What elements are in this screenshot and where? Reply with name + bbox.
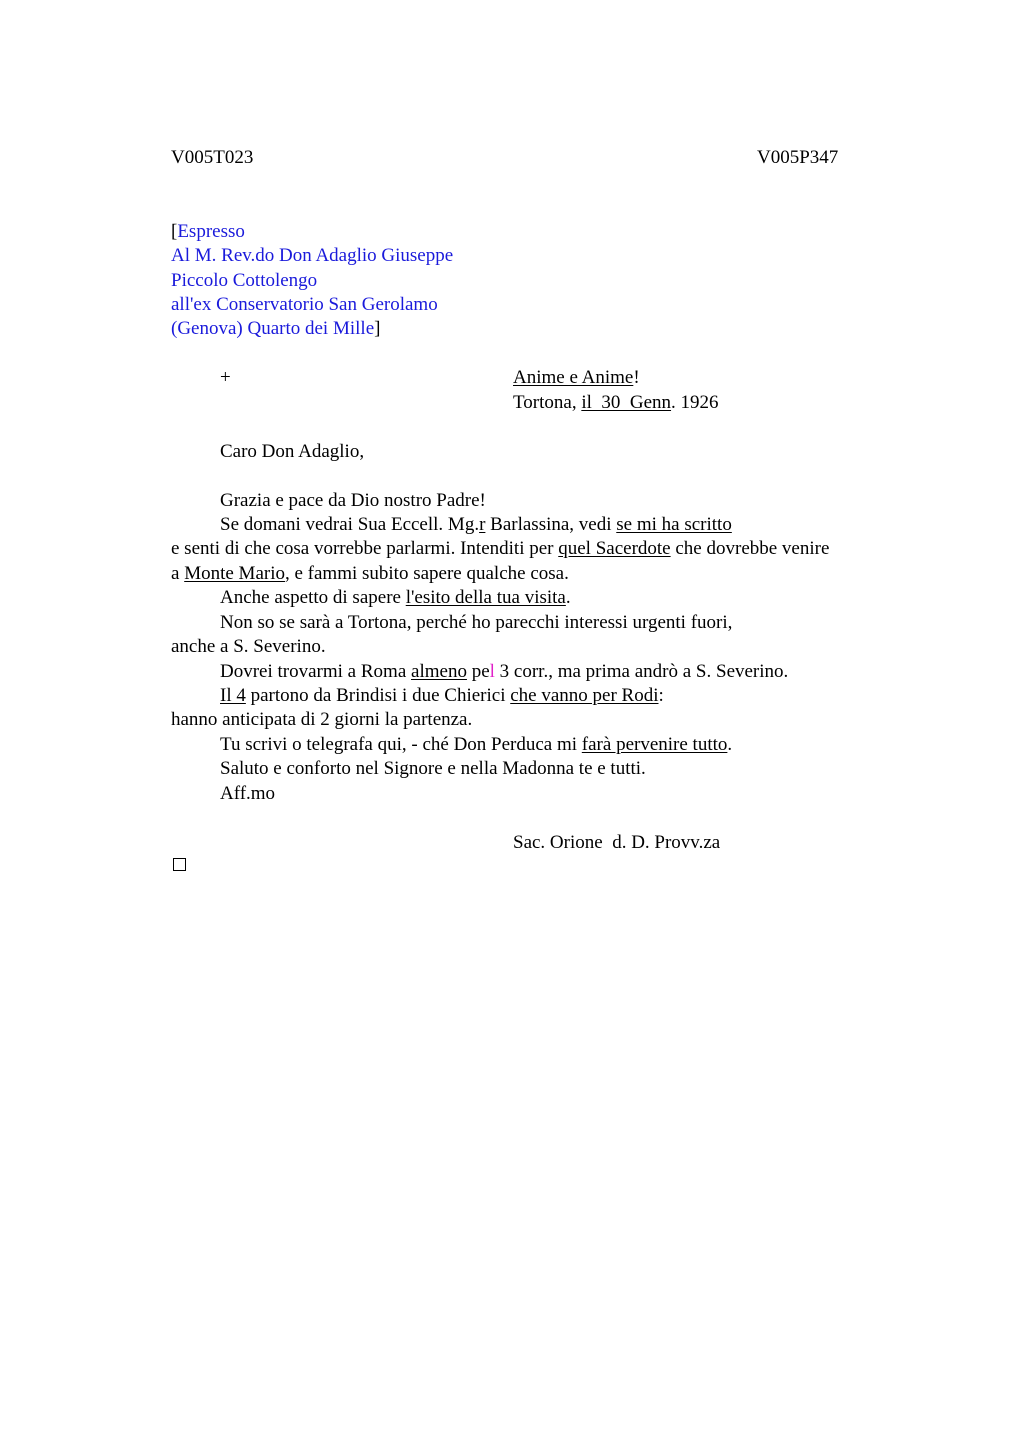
body-text: partono da Brindisi i due Chierici — [245, 685, 511, 706]
signature: Sac. Orione d. D. Provv.za — [513, 832, 721, 853]
body-line-6: Non so se sarà a Tortona, perché ho parecchi interessi urgenti fuori, — [220, 612, 733, 633]
body-underlined: l'esito della tua visita — [405, 587, 566, 608]
body-text: Dovrei trovarmi a Roma — [220, 661, 412, 682]
body-underlined: r — [479, 514, 486, 535]
dateline-suffix: . 1926 — [671, 392, 719, 413]
motto-punct: ! — [633, 367, 640, 388]
body-line-9 — [220, 684, 664, 708]
body-line-4 — [171, 562, 569, 586]
address-line-1 — [171, 220, 245, 244]
body-text: pe — [466, 661, 490, 682]
salutation: Caro Don Adaglio, — [220, 441, 365, 462]
body-text: . — [727, 734, 733, 755]
dateline-date: il 30 Genn — [581, 392, 672, 413]
body-line-8 — [220, 660, 788, 684]
body-correction: l — [489, 661, 495, 682]
address-locality: (Genova) Quarto dei Mille — [171, 318, 375, 339]
body-underlined: farà pervenire tutto — [581, 734, 728, 755]
body-text: che dovrebbe venire — [670, 538, 830, 559]
end-box-icon — [173, 858, 186, 871]
address-line-5 — [171, 317, 380, 341]
address-line-4: all'ex Conservatorio San Gerolamo — [171, 294, 438, 315]
body-line-5 — [220, 586, 571, 610]
motto — [513, 366, 640, 390]
body-line-3 — [171, 537, 829, 561]
body-underlined: Il 4 — [220, 685, 246, 706]
body-text: 3 corr., ma prima andrò a S. Severino. — [494, 661, 789, 682]
body-text: , e fammi subito sapere qualche cosa. — [284, 563, 569, 584]
body-text: Barlassina, vedi — [485, 514, 617, 535]
address-open-bracket: [ — [171, 221, 178, 242]
body-line-2 — [220, 513, 732, 537]
body-line-1: Grazia e pace da Dio nostro Padre! — [220, 490, 486, 511]
body-text: Se domani vedrai Sua Eccell. Mg. — [220, 514, 480, 535]
dateline-prefix: Tortona, — [513, 392, 582, 413]
body-line-10: hanno anticipata di 2 giorni la partenza. — [171, 709, 473, 730]
body-text: . — [565, 587, 571, 608]
document-code-right: V005P347 — [757, 147, 839, 168]
address-espresso: Espresso — [177, 221, 245, 242]
body-text: Anche aspetto di sapere — [220, 587, 406, 608]
body-text: Tu scrivi o telegrafa qui, - ché Don Perduca mi — [220, 734, 582, 755]
body-line-13: Aff.mo — [220, 783, 276, 804]
body-underlined: almeno — [411, 661, 467, 682]
body-text: e senti di che cosa vorrebbe parlarmi. Intenditi per — [171, 538, 559, 559]
body-line-7: anche a S. Severino. — [171, 636, 326, 657]
address-line-3: Piccolo Cottolengo — [171, 270, 318, 291]
body-line-12: Saluto e conforto nel Signore e nella Madonna te e tutti. — [220, 758, 646, 779]
address-line-2: Al M. Rev.do Don Adaglio Giuseppe — [171, 245, 454, 266]
dateline — [513, 391, 719, 415]
address-close-bracket: ] — [374, 318, 381, 339]
motto-text: Anime e Anime — [513, 367, 634, 388]
body-line-11 — [220, 733, 732, 757]
body-underlined: quel Sacerdote — [558, 538, 671, 559]
body-underlined: se mi ha scritto — [616, 514, 732, 535]
body-underlined: Monte Mario — [184, 563, 285, 584]
body-text: a — [171, 563, 185, 584]
cross-symbol: + — [220, 367, 231, 388]
document-code-left: V005T023 — [171, 147, 254, 168]
body-text: : — [658, 685, 664, 706]
body-underlined: che vanno per Rodi — [510, 685, 659, 706]
